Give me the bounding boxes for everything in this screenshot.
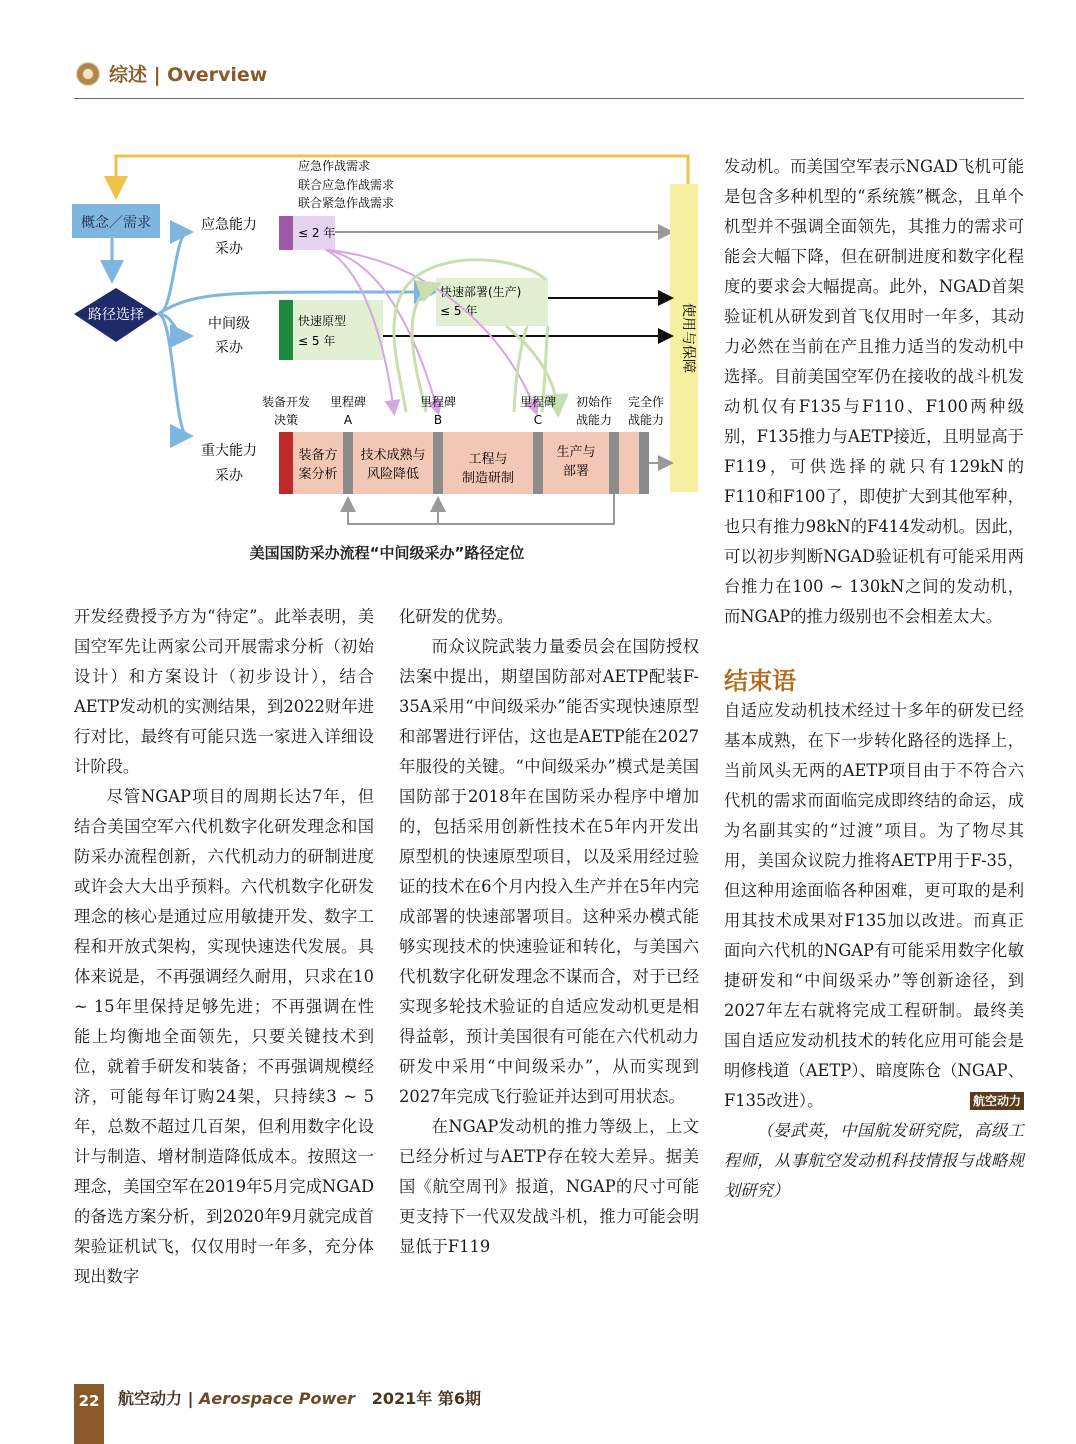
- journal-logo-icon: [76, 62, 100, 86]
- svg-text:中间级: 中间级: [208, 316, 250, 332]
- svg-text:决策: 决策: [273, 413, 299, 427]
- paragraph: 开发经费授予方为“待定”。此举表明，美国空军先让两家公司开展需求分析（初始设计）和方案设计（初步设计），结合AETP发动机的实测结果，到2022财年进行对比，最终有可能只选一家进入详细设计阶段。: [74, 607, 374, 776]
- svg-text:≤ 5 年: ≤ 5 年: [298, 334, 336, 348]
- author-note: （晏武英，中国航发研究院，高级工程师，从事航空发动机科技情报与战略规划研究）: [724, 1121, 1024, 1200]
- paragraph: 自适应发动机技术经过十多年的研发已经基本成熟，在下一步转化路径的选择上，当前风头无两的AETP项目由于不符合六代机的需求而面临完成即终结的命运，成为名副其实的“过渡”项目。为了物尽其用，美国众议院力推将AETP用于F-35，但这种用途面临各种困难，更可取的是利用其技术成果对F135加以改进。而真正面向六代机的NGAP有可能采用数字化敏捷研发和“中间级采办”等创新途径，到2027年左右就将完成工程研制。最终美国自适应发动机技术的转化应用可能会是明修栈道（AETP）、暗度陈仓（NGAP、F135改进）。 航空动力: [724, 701, 1024, 1110]
- column-left: [74, 602, 374, 1292]
- svg-text:装备开发: 装备开发: [261, 395, 311, 409]
- svg-text:使用与保障: 使用与保障: [680, 303, 696, 373]
- paragraph: 在NGAP发动机的推力等级上，上文已经分析过与AETP存在较大差异。据美国《航空周刊》报道，NGAP的尺寸可能更支持下一代双发战斗机，推力可能会明显低于F119: [399, 1117, 699, 1256]
- svg-text:联合紧急作战需求: 联合紧急作战需求: [298, 196, 395, 210]
- column-middle: [399, 602, 699, 1262]
- column-right: [724, 152, 1024, 1206]
- svg-text:C: C: [533, 413, 543, 427]
- svg-text:B: B: [433, 413, 443, 427]
- svg-text:里程碑: 里程碑: [519, 395, 557, 409]
- svg-text:路径选择: 路径选择: [88, 307, 144, 323]
- svg-text:快速部署(生产): 快速部署(生产): [440, 285, 522, 299]
- paragraph: 尽管NGAP项目的周期长达7年，但结合美国空军六代机数字化研发理念和国防采办流程创新，六代机动力的研制进度或许会大大出乎预料。六代机数字化研发理念的核心是通过应用敏捷开发、数字工程和开放式架构，实现快速迭代发展。具体来说是，不再强调经久耐用，只求在10 ~ 15年里保持足够先进；不再强调在性能上均衡地全面领先，只要关键技术到位，就着手研发和装备；不再强调规模经济，可能每年订购24架，只持续3 ~ 5年，总数不超过几百架，但利用数字化设计与制造、增材制造降低成本。按照这一理念，美国空军在2019年5月完成NGAD的备选方案分析，到2020年9月就完成首架验证机试飞，仅仅用时一年多，充分体现出数字: [74, 787, 374, 1286]
- figure-caption: 美国国防采办流程“中间级采办”路径定位: [249, 544, 525, 562]
- svg-text:制造研制: 制造研制: [461, 471, 515, 486]
- svg-text:战能力: 战能力: [575, 413, 613, 427]
- svg-text:工程与: 工程与: [468, 452, 508, 467]
- svg-text:≤ 2 年: ≤ 2 年: [298, 226, 336, 240]
- svg-text:风险降低: 风险降低: [366, 467, 420, 482]
- svg-text:装备方: 装备方: [298, 448, 338, 463]
- svg-text:A: A: [343, 413, 353, 427]
- svg-text:快速原型: 快速原型: [298, 314, 347, 328]
- svg-text:应急能力: 应急能力: [201, 217, 257, 233]
- svg-text:应急作战需求: 应急作战需求: [298, 159, 371, 173]
- section-heading: 结束语: [724, 667, 796, 695]
- svg-text:采办: 采办: [215, 241, 243, 257]
- paragraph: 化研发的优势。: [399, 607, 513, 626]
- svg-text:战能力: 战能力: [627, 413, 665, 427]
- svg-text:技术成熟与: 技术成熟与: [360, 448, 426, 463]
- paragraph: 而众议院武装力量委员会在国防授权法案中提出，期望国防部对AETP配装F-35A采用“中间级采办”能否实现快速原型和部署进行评估，这也是AETP能在2027年服役的关键。“中间级采办”模式是美国国防部于2018年在国防采办程序中增加的，包括采用创新性技术在5年内开发出原型机的快速原型项目，以及采用经过验证的技术在6个月内投入生产并在5年内完成部署的快速部署项目。这种采办模式能够实现技术的快速验证和转化，与美国六代机数字化研发理念不谋而合，对于已经实现多轮技术验证的自适应发动机更是相得益彰，预计美国很有可能在六代机动力研发中采用“中间级采办”，从而实现到2027年完成飞行验证并达到可用状态。: [399, 637, 699, 1106]
- header-divider: [74, 98, 1024, 99]
- svg-text:生产与: 生产与: [556, 445, 596, 460]
- svg-text:里程碑: 里程碑: [329, 395, 367, 409]
- svg-text:≤ 5 年: ≤ 5 年: [440, 304, 478, 318]
- journal-footer: 航空动力 | Aerospace Power 2021年 第6期: [118, 1389, 482, 1408]
- svg-text:初始作: 初始作: [575, 395, 613, 409]
- svg-text:联合应急作战需求: 联合应急作战需求: [298, 178, 395, 192]
- page-number: 22: [74, 1384, 104, 1444]
- svg-text:采办: 采办: [215, 340, 243, 356]
- brand-badge: 航空动力: [970, 1092, 1024, 1110]
- svg-text:里程碑: 里程碑: [419, 395, 457, 409]
- section-title: 综述 | Overview: [109, 64, 268, 86]
- acquisition-flow-diagram: [66, 150, 716, 540]
- svg-text:概念／需求: 概念／需求: [81, 215, 151, 231]
- svg-text:重大能力: 重大能力: [201, 443, 257, 459]
- paragraph: 发动机。而美国空军表示NGAD飞机可能是包含多种机型的“系统簇”概念，且单个机型并不强调全面领先，其推力的需求可能会大幅下降，但在研制进度和数字化程度的要求会大幅提高。此外，NGAD首架验证机从研发到首飞仅用时一年多，其动力必然在当前在产且推力适当的发动机中选择。目前美国空军仍在接收的战斗机发动机仅有F135与F110、F100两种级别，F135推力与AETP接近，且明显高于F119，可供选择的就只有129kN的F110和F100了，即使扩大到其他军种，也只有推力98kN的F414发动机。因此，可以初步判断NGAD验证机有可能采用两台推力在100 ~ 130kN之间的发动机，而NGAP的推力级别也不会相差太大。: [724, 157, 1024, 626]
- svg-text:部署: 部署: [562, 464, 590, 479]
- svg-text:完全作: 完全作: [627, 395, 665, 409]
- svg-text:采办: 采办: [215, 468, 243, 484]
- svg-text:案分析: 案分析: [298, 467, 338, 482]
